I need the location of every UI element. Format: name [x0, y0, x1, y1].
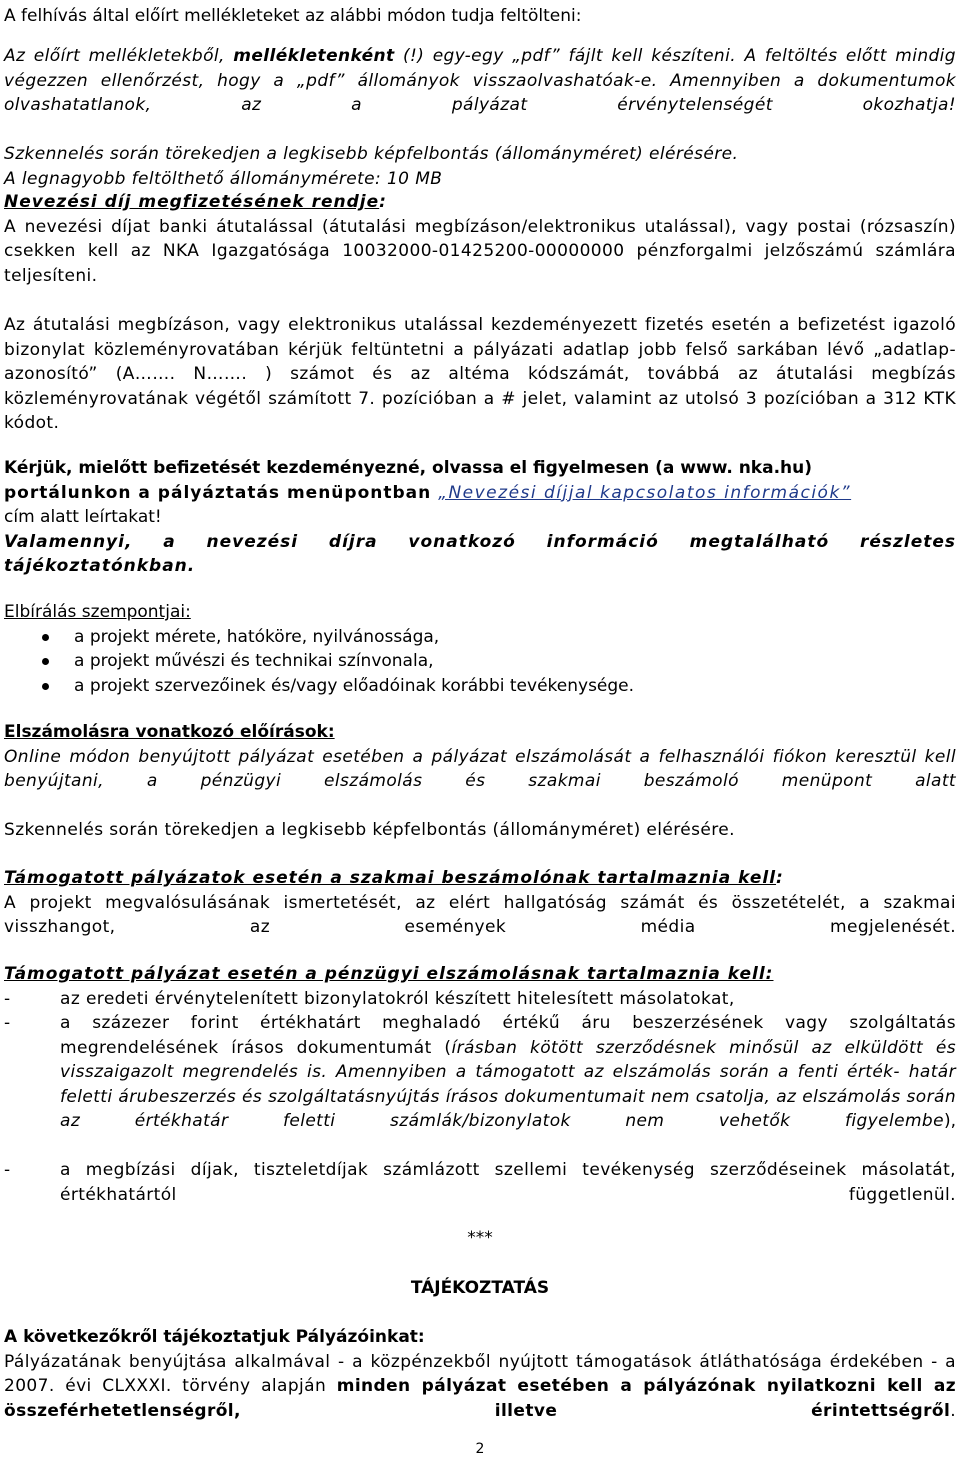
criteria-list — [4, 625, 956, 699]
bullet-icon — [42, 634, 49, 641]
fee-paragraph-1: A nevezési díjat banki átutalással (átutalási megbízáson/elektronikus utalással), vagy postai (rózsaszín) csekken kell az NKA Igazgatósága 10032000-01425200-00000000 pénzforgalmi jelzőszámú számlára teljesíteni. — [4, 216, 956, 286]
scan-resolution-note: Szkennelés során törekedjen a legkisebb képfelbontás (állományméret) elérésére. — [4, 144, 739, 164]
fee-section — [4, 190, 956, 313]
criteria-item: a projekt mérete, hatóköre, nyilvánossága, — [4, 625, 956, 650]
professional-report-paragraph: A projekt megvalósulásának ismertetését, az elért hallgatóság számát és összetételét, a szakmai visszhangot, az események média megjelenését. — [4, 892, 956, 937]
bullet-icon — [42, 658, 49, 665]
upload-paragraph: Az előírt mellékletekből, mellékletenként (!) egy-egy „pdf” fájlt kell készíteni. A feltöltés előtt mindig végezzen ellenőrzést, hogy a „pdf” állományok visszaolvashatóak-e. Amennyiben a dokumentumok olvashatatlanok, az a pályázat érvénytelenségét okozhatja! — [4, 46, 956, 115]
criteria-item: a projekt művészi és technikai színvonala, — [4, 649, 956, 674]
professional-report-section — [4, 866, 956, 964]
criteria-heading: Elbírálás szempontjai: — [4, 602, 191, 622]
financial-requirements-list — [4, 987, 956, 1232]
criteria-item: a projekt szervezőinek és/vagy előadóinak korábbi tevékenysége. — [4, 674, 956, 699]
bullet-icon — [42, 683, 49, 690]
financial-item: - a megbízási díjak, tiszteletdíjak számlázott szellemi tevékenység szerződéseinek másolatát, értékhatártól függetlenül. — [4, 1160, 956, 1205]
per-attachment-emphasis: mellékletenként — [233, 46, 395, 66]
info-emphasis: minden pályázat esetében a pályázónak nyilatkozni kell az összeférhetetlenségről, illetve érintettségről — [4, 1376, 956, 1421]
fee-notice-line-3: cím alatt leírtakat! — [4, 507, 162, 527]
criteria-section — [4, 600, 956, 698]
intro-text: A felhívás által előírt mellékleteket az alábbi módon tudja feltölteni: — [4, 6, 582, 26]
separator: *** — [467, 1228, 493, 1248]
info-title: TÁJÉKOZTATÁS — [410, 1278, 550, 1298]
accounting-heading: Elszámolásra vonatkozó előírások: — [4, 722, 335, 742]
accounting-scan-note: Szkennelés során törekedjen a legkisebb képfelbontás (állományméret) elérésére. — [4, 820, 735, 840]
accounting-paragraph: Online módon benyújtott pályázat esetében a pályázat elszámolását a felhasználói fiókon keresztül kell benyújtani, a pénzügyi elszámolás és szakmai beszámoló menüpont alatt — [4, 746, 956, 791]
info-section — [4, 1325, 956, 1448]
info-paragraph: Pályázatának benyújtása alkalmával - a közpénzekből nyújtott támogatások átláthatósága érdekében - a 2007. évi CLXXXI. törvény alapján minden pályázat esetében a pályázónak nyilatkozni kell az összeférhetetlenségről, illetve érintettségről. — [4, 1351, 956, 1421]
fee-notice-line-4: Valamennyi, a nevezési díjra vonatkozó információ megtalálható részletes tájékoztatónkban. — [4, 531, 956, 576]
fee-heading: Nevezési díj megfizetésének rendje: — [4, 192, 387, 212]
financial-report-heading: Támogatott pályázat esetén a pénzügyi elszámolásnak tartalmaznia kell: — [4, 964, 774, 984]
upload-instructions — [4, 44, 956, 191]
financial-report-section — [4, 962, 956, 1232]
fee-paragraph-2: Az átutalási megbízáson, vagy elektronikus utalással kezdeményezett fizetés esetén a befizetést igazoló bizonylat közleményrovatában kérjük feltüntetni a pályázati adatlap jobb felső sarkában lévő „adatlap-azonosító” (A……. N……. ) számot és az altéma kódszámát, továbbá az átutalási megbízás közleményrovatának végétől számított 7. pozícióban a # jelet, valamint az utolsó 3 pozícióban a 312 KTK kódot. — [4, 315, 957, 433]
financial-item: - a százezer forint értékhatárt meghaladó értékű áru beszerzésének vagy szolgáltatás megrendelésének írásos dokumentumát (írásban kötött szerződésnek minősül az elküldött és visszaigazolt megrendelés is. Amennyiben a támogatott az elszámolás során a fenti érték- határ feletti árubeszerzés és szolgáltatásnyújtás írásos dokumentumait nem csatolja, az elszámolás során az értékhatár feletti számlák/bizonylatok nem vehetők figyelembe), — [4, 1013, 956, 1131]
fee-notice — [4, 456, 956, 603]
professional-report-heading: Támogatott pályázatok esetén a szakmai beszámolónak tartalmaznia kell: — [4, 868, 784, 888]
accounting-section — [4, 720, 956, 818]
max-file-size-note: A legnagyobb feltölthető állománymérete: 10 MB — [4, 168, 443, 189]
fee-notice-line-2: portálunkon a pályáztatás menüpontban „Nevezési díjjal kapcsolatos információk” — [4, 482, 852, 503]
financial-item: - az eredeti érvénytelenített bizonylatokról készített hitelesített másolatokat, — [4, 988, 735, 1009]
fee-info-link[interactable]: „Nevezési díjjal kapcsolatos információk” — [438, 482, 852, 503]
page-number: 2 — [475, 1441, 485, 1457]
fee-notice-line-1: Kérjük, mielőtt befizetését kezdeményezné, olvassa el figyelmesen (a www. nka.hu) — [4, 458, 813, 478]
info-heading: A következőkről tájékoztatjuk Pályázóinkat: — [4, 1327, 425, 1347]
